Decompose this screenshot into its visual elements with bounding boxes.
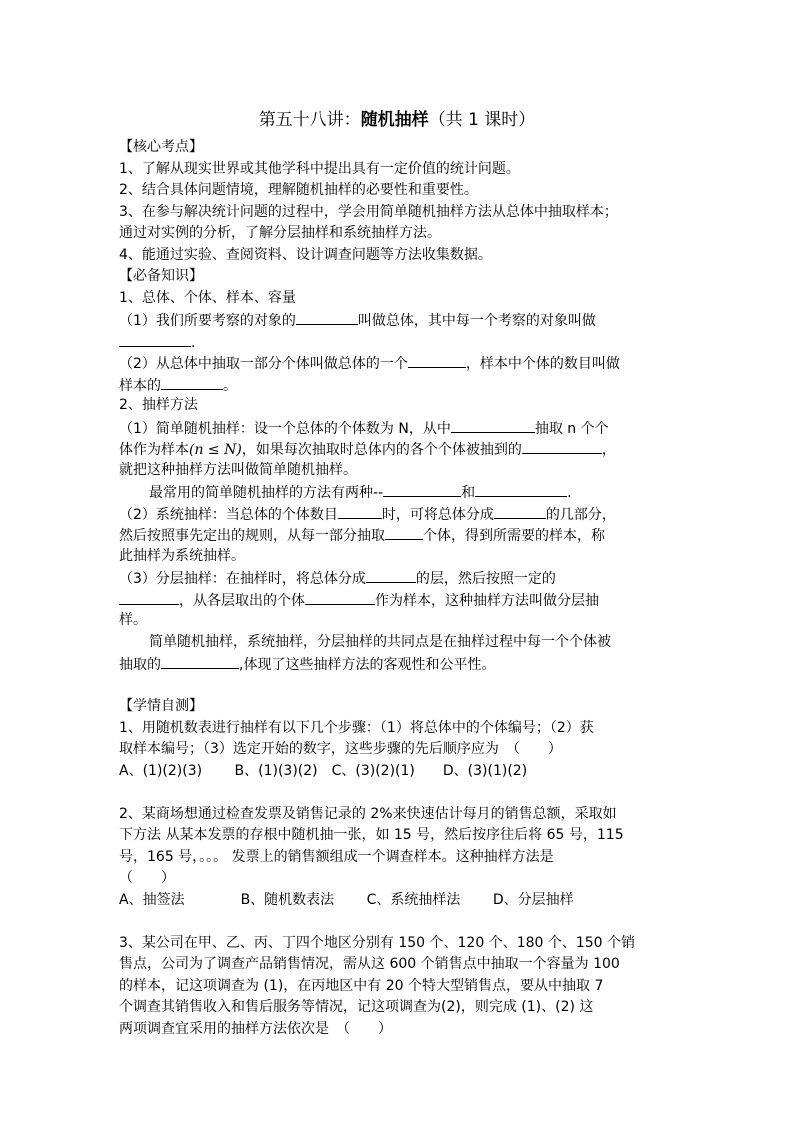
title-prefix: 第五十八讲： xyxy=(258,110,361,130)
text: 最常用的简单随机抽样的方法有两种-- xyxy=(149,485,384,501)
text: ，如果每次抽取时总体内的各个个体被抽到的 xyxy=(241,442,522,458)
knowledge-s2a-line4 xyxy=(119,481,679,503)
text: 。 xyxy=(223,377,237,394)
text: ,体现了这些抽样方法的客观性和公平性。 xyxy=(239,657,496,673)
question-2-line2: 下方法 从某本发票的存根中随机抽一张，如 15 号，然后按序往后将 65 号，115 xyxy=(119,827,624,843)
fill-blank[interactable] xyxy=(296,309,358,325)
fill-blank[interactable] xyxy=(383,481,461,497)
text: 然后按照事先定出的规则，从每一部分抽取 xyxy=(119,528,385,544)
text: 个体，得到所需要的样本，称 xyxy=(423,528,605,544)
knowledge-s2b-line3: 此抽样为系统抽样。 xyxy=(119,547,245,564)
knowledge-s2-title: 2、抽样方法 xyxy=(119,397,198,413)
question-2-options: A、抽签法 B、随机数表法 C、系统抽样法 D、分层抽样 xyxy=(119,891,574,908)
core-item-3-cont: 通过对实例的分析，了解分层抽样和系统抽样方法。 xyxy=(119,225,441,241)
question-3-line4: 个调查其销售收入和售后服务等情况，记这项调查为(2)，则完成 (1)、(2) 这 xyxy=(119,999,594,1015)
text: 抽取 n 个个 xyxy=(534,420,609,437)
knowledge-s2c-line2 xyxy=(119,589,679,611)
text: （1）我们所要考察的对象的 xyxy=(119,313,296,329)
fill-blank[interactable] xyxy=(305,589,375,605)
core-item-3: 3、在参与解决统计问题的过程中，学会用简单随机抽样方法从总体中抽取样本； xyxy=(119,203,618,220)
section-heading-knowledge: 【必备知识】 xyxy=(119,268,203,284)
fill-blank[interactable] xyxy=(119,589,179,605)
text: 和 xyxy=(461,485,476,501)
text: 体作为样本 xyxy=(119,442,189,458)
question-1-options: A、(1)(2)(3) B、(1)(3)(2) C、(3)(2)(1) D、(3)(1)(2) xyxy=(119,762,528,779)
text: （3）分层抽样：在抽样时，将总体分成 xyxy=(119,571,366,587)
page-title xyxy=(0,105,794,130)
core-item-4: 4、能通过实验、查阅资料、设计调查问题等方法收集数据。 xyxy=(119,246,492,263)
knowledge-s2a-line3: 就把这种抽样方法叫做简单随机抽样。 xyxy=(119,461,357,478)
text: 的几部分， xyxy=(545,506,616,523)
knowledge-s1-title: 1、总体、个体、样本、容量 xyxy=(119,289,296,306)
question-1-line2: 取样本编号；（3）选定开始的数字，这些步骤的先后顺序应为 （ ） xyxy=(119,741,562,757)
text: （2）从总体中抽取一部分个体叫做总体的一个 xyxy=(119,356,408,372)
text: 作为样本，这种抽样方法叫做分层抽 xyxy=(375,592,599,609)
spacer xyxy=(119,911,679,933)
math-expression: (n ≤ N) xyxy=(189,442,242,458)
spacer xyxy=(119,675,679,697)
question-2-line4: （ ） xyxy=(119,870,175,886)
question-3-line5: 两项调查宜采用的抽样方法依次是 （ ） xyxy=(119,1020,392,1037)
knowledge-s2a-line1 xyxy=(119,417,679,439)
fill-blank[interactable] xyxy=(408,352,466,368)
core-item-1: 1、了解从现实世界或其他学科中提出具有一定价值的统计问题。 xyxy=(119,160,520,177)
knowledge-s1a-line1 xyxy=(119,309,679,331)
knowledge-common-line2 xyxy=(119,653,679,675)
text: 抽取的 xyxy=(119,657,161,673)
question-3-line1: 3、某公司在甲、乙、丙、丁四个地区分别有 150 个、120 个、180 个、150 个销 xyxy=(119,934,636,951)
text: （1）简单随机抽样：设一个总体的个体数为 N，从中 xyxy=(119,420,451,437)
fill-blank[interactable] xyxy=(119,331,191,347)
spacer xyxy=(119,782,679,804)
document-body xyxy=(119,137,679,1040)
knowledge-common-line1: 简单随机抽样，系统抽样，分层抽样的共同点是在抽样过程中每一个个体被 xyxy=(149,633,611,650)
text: 时，可将总体分成 xyxy=(381,506,494,523)
fill-blank[interactable] xyxy=(475,481,567,497)
fill-blank[interactable] xyxy=(494,503,546,519)
fill-blank[interactable] xyxy=(161,374,223,390)
knowledge-s2b-line1 xyxy=(119,503,679,525)
fill-blank[interactable] xyxy=(522,438,602,454)
fill-blank[interactable] xyxy=(451,417,535,433)
text: 的层，然后按照一定的 xyxy=(415,571,556,587)
text: ， xyxy=(601,442,616,458)
text: ，样本中个体的数目叫做 xyxy=(465,356,620,372)
knowledge-s2c-line3: 样。 xyxy=(119,612,147,628)
text: （2）系统抽样：当总体的个体数目 xyxy=(119,506,338,523)
fill-blank[interactable] xyxy=(338,503,382,519)
core-item-2: 2、结合具体问题情境，理解随机抽样的必要性和重要性。 xyxy=(119,182,478,198)
knowledge-s1b-line1 xyxy=(119,352,679,374)
text: 样本的 xyxy=(119,377,161,394)
section-heading-selftest: 【学情自测】 xyxy=(119,698,203,714)
question-2-line1: 2、某商场想通过检查发票及销售记录的 2%来快速估计每月的销售总额，采取如 xyxy=(119,805,617,822)
knowledge-s1b-line2 xyxy=(119,374,679,396)
section-heading-core: 【核心考点】 xyxy=(119,139,203,155)
knowledge-s2b-line2 xyxy=(119,524,679,546)
knowledge-s2c-line1 xyxy=(119,567,679,589)
question-3-line2: 售点，公司为了调查产品销售情况，需从这 600 个销售点中抽取一个容量为 100 xyxy=(119,956,620,972)
knowledge-s1a-line2 xyxy=(119,331,679,353)
text: 叫做总体，其中每一个考察的对象叫做 xyxy=(357,313,596,329)
title-suffix: （共 1 课时） xyxy=(428,110,536,130)
fill-blank[interactable] xyxy=(161,653,239,669)
text: . xyxy=(191,334,196,351)
fill-blank[interactable] xyxy=(366,567,416,583)
title-topic: 随机抽样 xyxy=(360,110,429,130)
knowledge-s2a-line2 xyxy=(119,438,679,460)
text: . xyxy=(567,485,572,501)
fill-blank[interactable] xyxy=(385,524,423,540)
text: ，从各层取出的个体 xyxy=(179,592,305,609)
question-1-line1: 1、用随机数表进行抽样有以下几个步骤：（1）将总体中的个体编号；（2）获 xyxy=(119,719,594,736)
question-2-line3: 号，165 号，。。。 发票上的销售额组成一个调查样本。这种抽样方法是 xyxy=(119,848,554,865)
question-3-line3: 的样本，记这项调查为 (1)，在丙地区中有 20 个特大型销售点，要从中抽取 7 xyxy=(119,977,604,994)
